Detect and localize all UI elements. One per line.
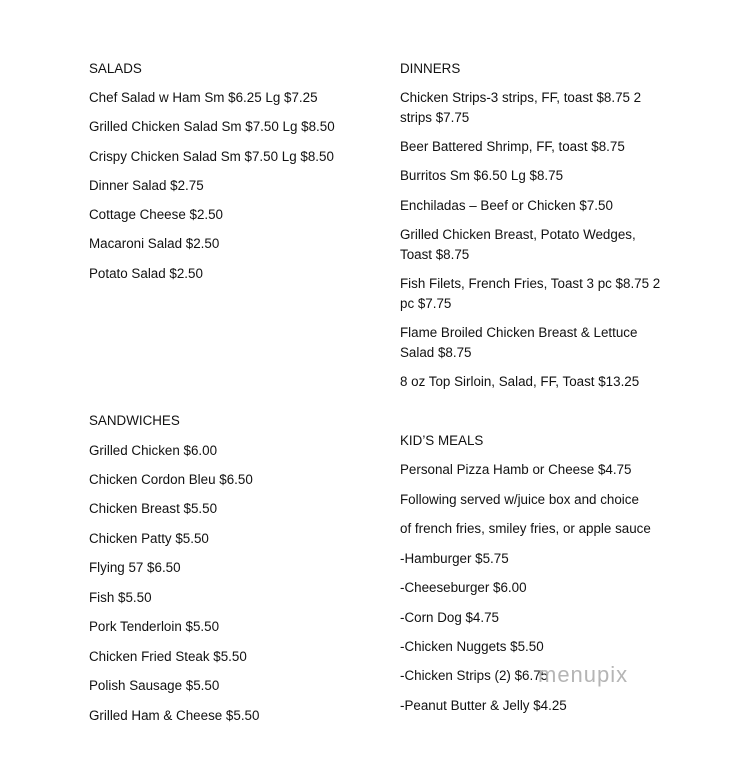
left-column bbox=[89, 0, 389, 759]
dinners-item: Flame Broiled Chicken Breast & Lettuce Salad $8.75 bbox=[400, 325, 638, 360]
sandwiches-item: Chicken Cordon Bleu $6.50 bbox=[89, 472, 253, 487]
salads-item: Potato Salad $2.50 bbox=[89, 266, 203, 281]
kids-meals-item: of french fries, smiley fries, or apple sauce bbox=[400, 521, 651, 536]
kids-meals-item: -Peanut Butter & Jelly $4.25 bbox=[400, 698, 567, 713]
dinners-item: Chicken Strips-3 strips, FF, toast $8.75 2 strips $7.75 bbox=[400, 90, 642, 125]
sandwiches-item: Flying 57 $6.50 bbox=[89, 560, 181, 575]
dinners-item: Grilled Chicken Breast, Potato Wedges, Toast $8.75 bbox=[400, 227, 636, 262]
sandwiches-item: Grilled Chicken $6.00 bbox=[89, 443, 218, 458]
dinners-item: Fish Filets, French Fries, Toast 3 pc $8.75 2 pc $7.75 bbox=[400, 276, 661, 311]
kids-meals-item: -Chicken Nuggets $5.50 bbox=[400, 639, 544, 654]
sandwiches-item: Chicken Patty $5.50 bbox=[89, 531, 209, 546]
kids-meals-item: -Cheeseburger $6.00 bbox=[400, 580, 527, 595]
dinners-heading: DINNERS bbox=[400, 61, 461, 76]
dinners-item: Enchiladas – Beef or Chicken $7.50 bbox=[400, 198, 613, 213]
sandwiches-heading: SANDWICHES bbox=[89, 413, 180, 428]
kids-meals-item: Personal Pizza Hamb or Cheese $4.75 bbox=[400, 462, 632, 477]
salads-item: Crispy Chicken Salad Sm $7.50 Lg $8.50 bbox=[89, 149, 334, 164]
kids-meals-heading: KID’S MEALS bbox=[400, 433, 484, 448]
dinners-item: Beer Battered Shrimp, FF, toast $8.75 bbox=[400, 139, 625, 154]
kids-meals-item: -Hamburger $5.75 bbox=[400, 551, 509, 566]
dinners-item: 8 oz Top Sirloin, Salad, FF, Toast $13.25 bbox=[400, 374, 640, 389]
sandwiches-item: Chicken Breast $5.50 bbox=[89, 501, 218, 516]
right-column bbox=[400, 0, 690, 759]
sandwiches-item: Fish $5.50 bbox=[89, 590, 152, 605]
kids-meals-item: -Chicken Strips (2) $6.75 bbox=[400, 668, 549, 683]
sandwiches-item: Polish Sausage $5.50 bbox=[89, 678, 220, 693]
watermark: menupix bbox=[538, 662, 629, 687]
salads-item: Cottage Cheese $2.50 bbox=[89, 207, 224, 222]
salads-item: Chef Salad w Ham Sm $6.25 Lg $7.25 bbox=[89, 90, 318, 105]
dinners-item: Burritos Sm $6.50 Lg $8.75 bbox=[400, 168, 564, 183]
kids-meals-item: Following served w/juice box and choice bbox=[400, 492, 639, 507]
salads-item: Grilled Chicken Salad Sm $7.50 Lg $8.50 bbox=[89, 119, 335, 134]
sandwiches-item: Grilled Ham & Cheese $5.50 bbox=[89, 708, 260, 723]
salads-heading: SALADS bbox=[89, 61, 142, 76]
kids-meals-item: -Corn Dog $4.75 bbox=[400, 610, 499, 625]
salads-item: Dinner Salad $2.75 bbox=[89, 178, 204, 193]
sandwiches-item: Chicken Fried Steak $5.50 bbox=[89, 649, 247, 664]
sandwiches-item: Pork Tenderloin $5.50 bbox=[89, 619, 220, 634]
salads-item: Macaroni Salad $2.50 bbox=[89, 236, 220, 251]
